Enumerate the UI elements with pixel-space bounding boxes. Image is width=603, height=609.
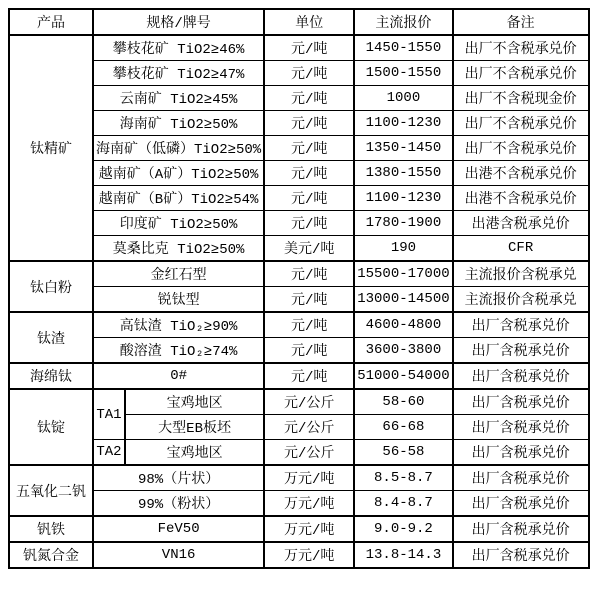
note-cell: 出厂含税承兑价: [453, 415, 589, 440]
spec-cell: 金红石型: [93, 261, 264, 287]
unit-cell: 元/吨: [264, 111, 354, 136]
unit-cell: 万元/吨: [264, 542, 354, 568]
unit-cell: 元/吨: [264, 287, 354, 313]
table-row: [9, 136, 589, 161]
grade-cell-ta1: TA1: [93, 389, 125, 440]
spec-cell: 云南矿 TiO2≥45%: [93, 86, 264, 111]
table-row: [9, 211, 589, 236]
table-row: [9, 261, 589, 287]
note-cell: 出厂含税承兑价: [453, 440, 589, 466]
note-cell: 出港不含税承兑价: [453, 186, 589, 211]
product-cell-titanium-concentrate: 钛精矿: [9, 35, 93, 261]
unit-cell: 元/吨: [264, 211, 354, 236]
note-cell: 出厂含税承兑价: [453, 389, 589, 415]
unit-cell: 元/吨: [264, 338, 354, 364]
product-cell-titanium-ingot: 钛锭: [9, 389, 93, 465]
spec-cell: 海南矿（低磷）TiO2≥50%: [93, 136, 264, 161]
table-row: [9, 516, 589, 542]
price-cell: 58-60: [354, 389, 452, 415]
price-table: [8, 8, 590, 569]
note-cell: 出厂不含税承兑价: [453, 35, 589, 61]
unit-cell: 元/吨: [264, 136, 354, 161]
note-cell: CFR: [453, 236, 589, 262]
column-header-spec: 规格/牌号: [93, 9, 264, 35]
unit-cell: 元/公斤: [264, 440, 354, 466]
unit-cell: 元/公斤: [264, 415, 354, 440]
price-cell: 13.8-14.3: [354, 542, 452, 568]
product-cell-vanadium-pentoxide: 五氧化二钒: [9, 465, 93, 516]
column-header-price: 主流报价: [354, 9, 452, 35]
spec-cell: 宝鸡地区: [125, 389, 264, 415]
table-row: [9, 465, 589, 491]
note-cell: 出厂不含税承兑价: [453, 136, 589, 161]
spec-cell: 98%（片状）: [93, 465, 264, 491]
price-cell: 3600-3800: [354, 338, 452, 364]
note-cell: 出厂含税承兑价: [453, 338, 589, 364]
table-row: [9, 111, 589, 136]
grade-cell-ta2: TA2: [93, 440, 125, 466]
product-cell-titanium-slag: 钛渣: [9, 312, 93, 363]
table-row: [9, 312, 589, 338]
note-cell: 出厂含税承兑价: [453, 542, 589, 568]
table-row: [9, 86, 589, 111]
price-cell: 1100-1230: [354, 186, 452, 211]
table-row: [9, 61, 589, 86]
table-row: [9, 389, 589, 415]
note-cell: 出厂不含税现金价: [453, 86, 589, 111]
product-cell-ferrovanadium: 钒铁: [9, 516, 93, 542]
table-row: [9, 35, 589, 61]
price-cell: 1380-1550: [354, 161, 452, 186]
spec-cell: 攀枝花矿 TiO2≥46%: [93, 35, 264, 61]
price-cell: 56-58: [354, 440, 452, 466]
spec-cell: 大型EB板坯: [125, 415, 264, 440]
price-cell: 1780-1900: [354, 211, 452, 236]
note-cell: 出厂含税承兑价: [453, 312, 589, 338]
spec-cell: 锐钛型: [93, 287, 264, 313]
note-cell: 出港含税承兑价: [453, 211, 589, 236]
unit-cell: 元/吨: [264, 261, 354, 287]
note-cell: 出厂不含税承兑价: [453, 111, 589, 136]
note-cell: 主流报价含税承兑: [453, 287, 589, 313]
unit-cell: 万元/吨: [264, 465, 354, 491]
unit-cell: 万元/吨: [264, 516, 354, 542]
spec-cell: 宝鸡地区: [125, 440, 264, 466]
spec-cell: 99%（粉状）: [93, 491, 264, 517]
table-row: [9, 542, 589, 568]
note-cell: 出厂含税承兑价: [453, 516, 589, 542]
note-cell: 出厂含税承兑价: [453, 465, 589, 491]
price-cell: 1100-1230: [354, 111, 452, 136]
spec-cell: 海南矿 TiO2≥50%: [93, 111, 264, 136]
spec-cell: VN16: [93, 542, 264, 568]
table-row: [9, 186, 589, 211]
note-cell: 出厂含税承兑价: [453, 363, 589, 389]
price-cell: 1450-1550: [354, 35, 452, 61]
price-cell: 66-68: [354, 415, 452, 440]
price-cell: 1350-1450: [354, 136, 452, 161]
price-cell: 8.4-8.7: [354, 491, 452, 517]
table-row: [9, 287, 589, 313]
price-cell: 8.5-8.7: [354, 465, 452, 491]
unit-cell: 元/吨: [264, 312, 354, 338]
spec-cell: 印度矿 TiO2≥50%: [93, 211, 264, 236]
note-cell: 出厂含税承兑价: [453, 491, 589, 517]
unit-cell: 元/吨: [264, 86, 354, 111]
header-row: [9, 9, 589, 35]
price-cell: 51000-54000: [354, 363, 452, 389]
price-cell: 190: [354, 236, 452, 262]
spec-cell: FeV50: [93, 516, 264, 542]
unit-cell: 美元/吨: [264, 236, 354, 262]
note-cell: 主流报价含税承兑: [453, 261, 589, 287]
table-row: [9, 491, 589, 517]
price-cell: 15500-17000: [354, 261, 452, 287]
column-header-product: 产品: [9, 9, 93, 35]
spec-cell: 攀枝花矿 TiO2≥47%: [93, 61, 264, 86]
table-row: [9, 338, 589, 364]
spec-cell: 高钛渣 TiO₂≥90%: [93, 312, 264, 338]
spec-cell: 越南矿（B矿）TiO2≥54%: [93, 186, 264, 211]
price-cell: 1500-1550: [354, 61, 452, 86]
unit-cell: 元/吨: [264, 35, 354, 61]
note-cell: 出厂不含税承兑价: [453, 61, 589, 86]
spec-cell: 莫桑比克 TiO2≥50%: [93, 236, 264, 262]
price-cell: 13000-14500: [354, 287, 452, 313]
table-row: [9, 363, 589, 389]
unit-cell: 万元/吨: [264, 491, 354, 517]
product-cell-titanium-sponge: 海绵钛: [9, 363, 93, 389]
price-cell: 1000: [354, 86, 452, 111]
price-cell: 9.0-9.2: [354, 516, 452, 542]
spec-cell: 0#: [93, 363, 264, 389]
product-cell-titanium-dioxide: 钛白粉: [9, 261, 93, 312]
table-row: [9, 440, 589, 466]
unit-cell: 元/吨: [264, 161, 354, 186]
unit-cell: 元/公斤: [264, 389, 354, 415]
note-cell: 出港不含税承兑价: [453, 161, 589, 186]
column-header-note: 备注: [453, 9, 589, 35]
unit-cell: 元/吨: [264, 61, 354, 86]
table-row: [9, 236, 589, 262]
price-cell: 4600-4800: [354, 312, 452, 338]
table-row: [9, 161, 589, 186]
product-cell-vanadium-nitrogen-alloy: 钒氮合金: [9, 542, 93, 568]
spec-cell: 越南矿（A矿）TiO2≥50%: [93, 161, 264, 186]
column-header-unit: 单位: [264, 9, 354, 35]
unit-cell: 元/吨: [264, 363, 354, 389]
unit-cell: 元/吨: [264, 186, 354, 211]
spec-cell: 酸溶渣 TiO₂≥74%: [93, 338, 264, 364]
